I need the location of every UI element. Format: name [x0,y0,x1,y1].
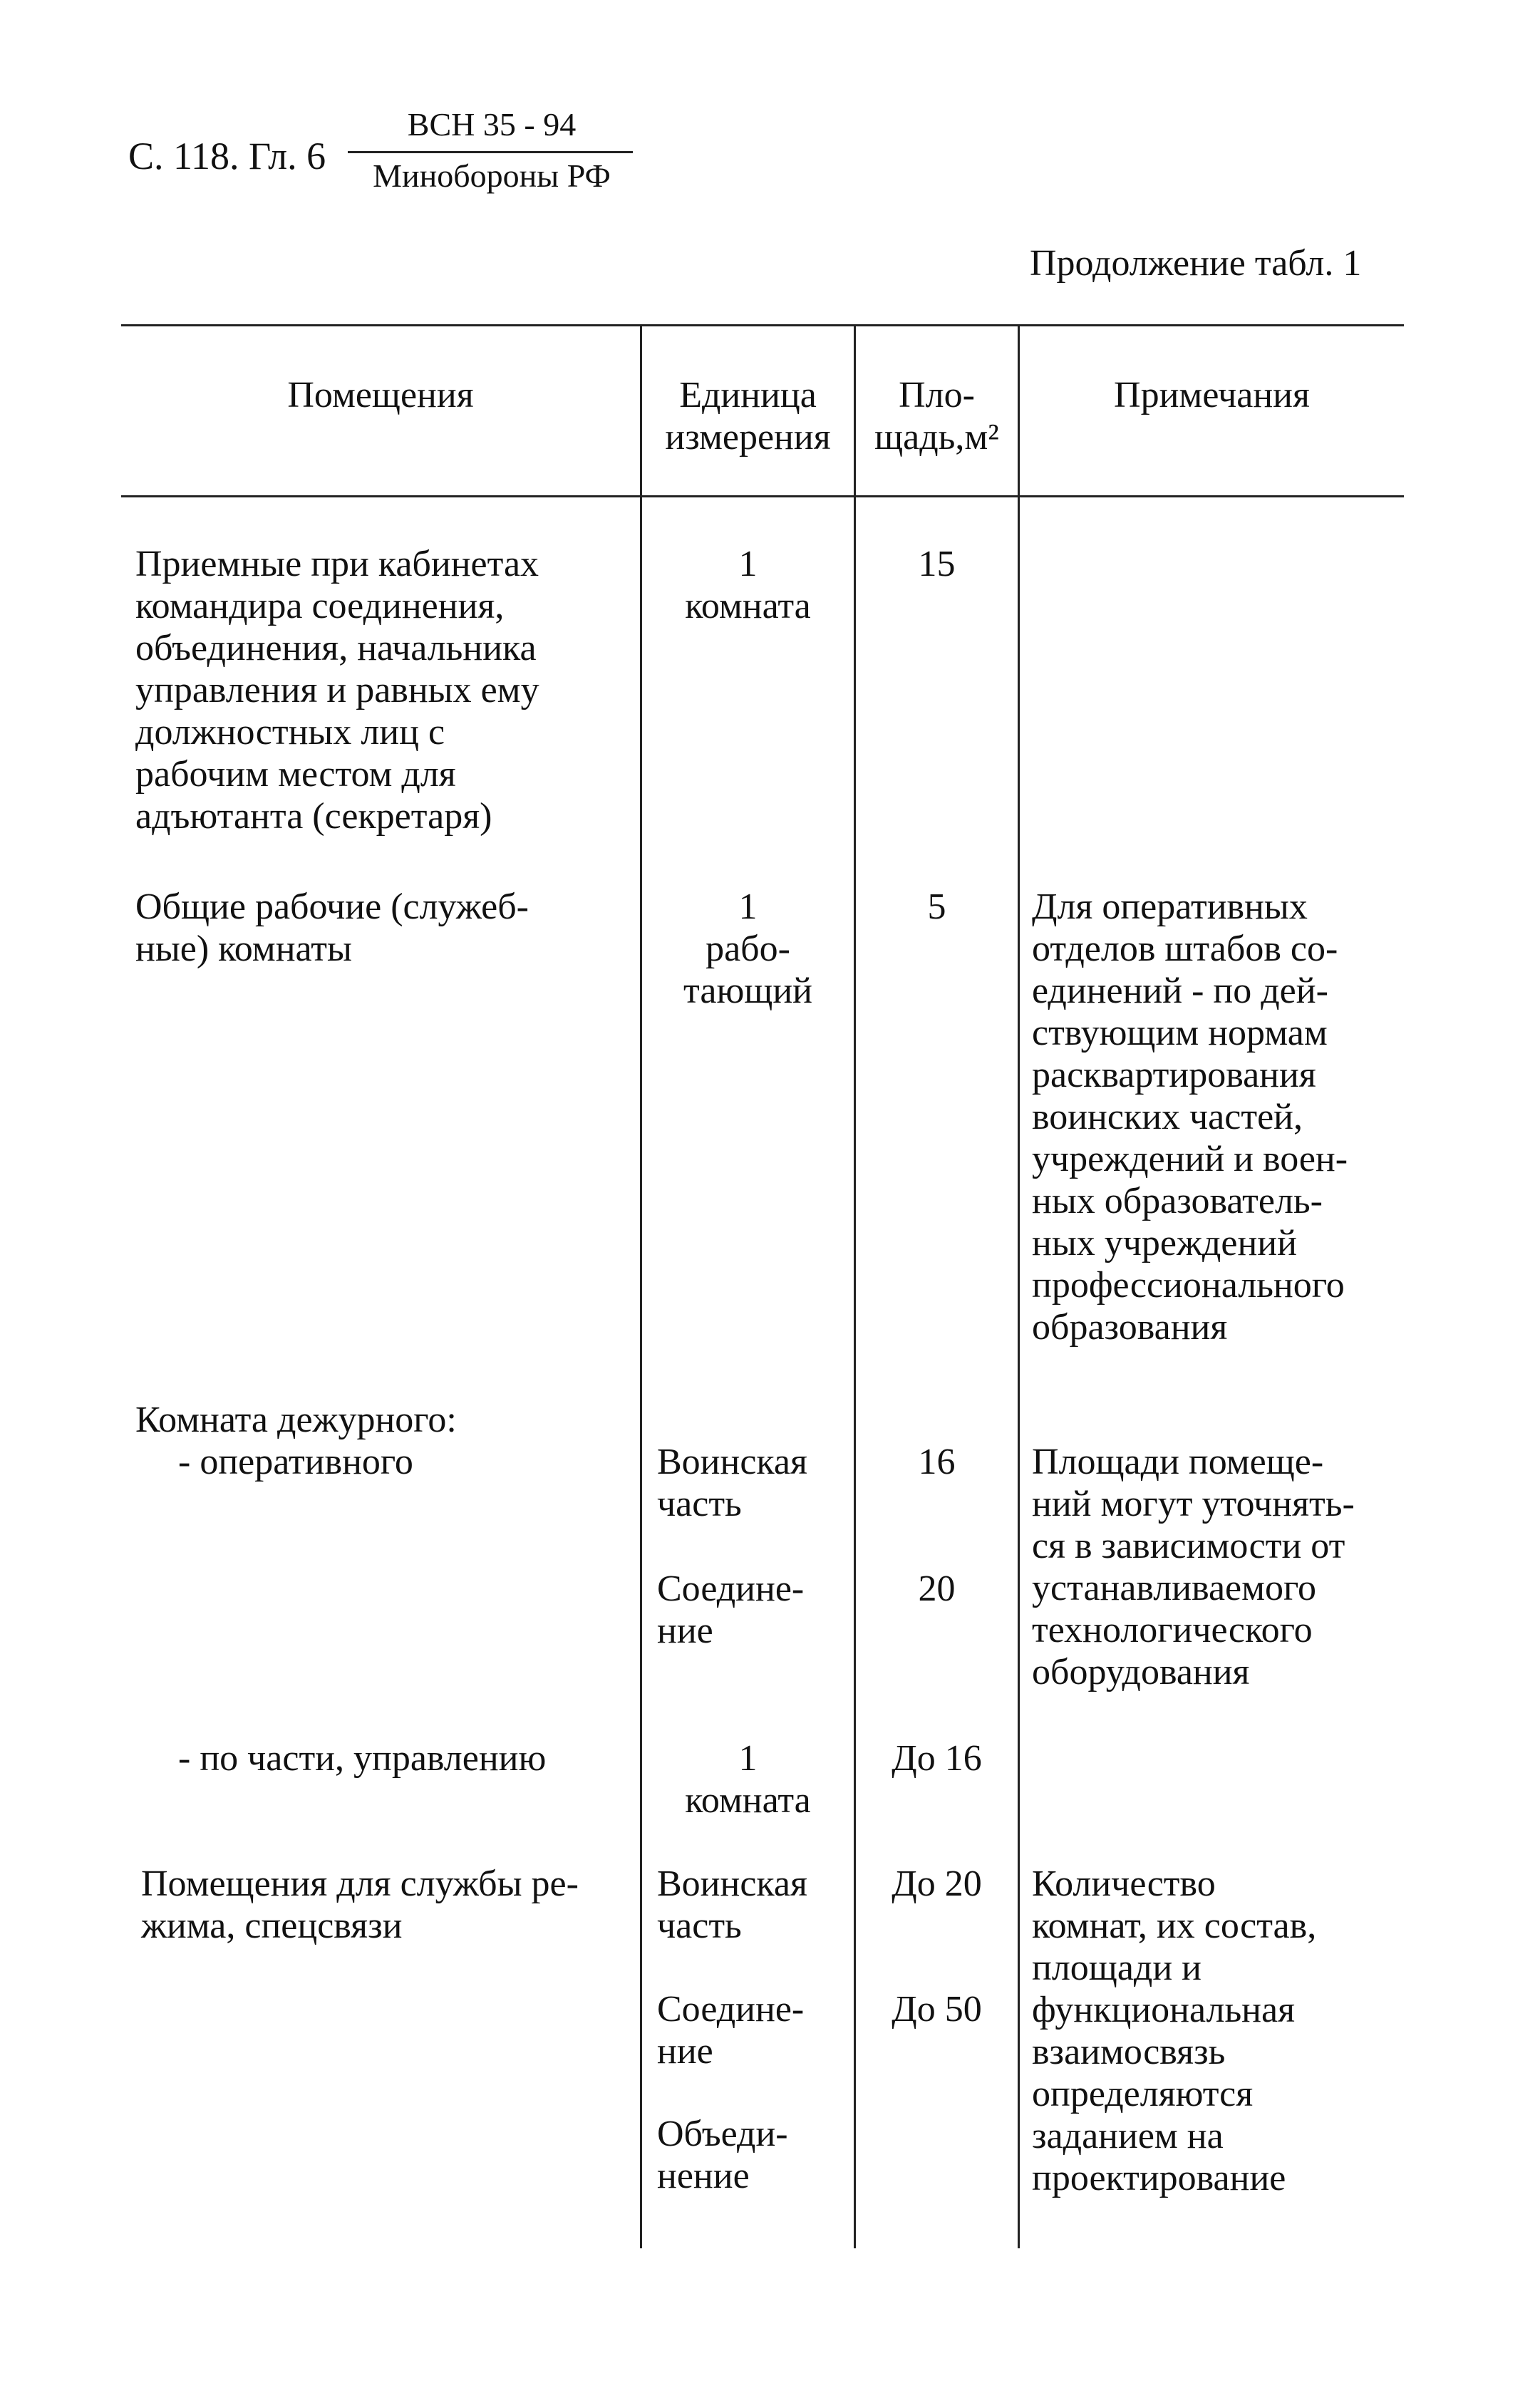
row-1-unit: 1 комната [685,544,811,626]
row-4-unit: 1 комната [685,1738,811,1821]
row-3-room-title: Комната дежурного: [135,1400,457,1440]
column-header-unit: Единица измерения [665,375,831,458]
doc-ministry: Минобороны РФ [373,157,611,194]
table-header-rule [121,495,1404,497]
row-1-area: 15 [918,544,956,584]
row-5-room: Помещения для службы ре- жима, спецсвязи [141,1864,579,1946]
row-3-unit-a: Воинская часть [657,1442,807,1524]
row-5-unit-b: Соедине- ние [657,1989,805,2072]
table-continuation-label: Продолжение табл. 1 [1030,243,1362,284]
table-top-rule [121,324,1404,326]
row-5-unit-a: Воинская часть [657,1864,807,1946]
row-4-room: - по части, управлению [178,1738,547,1779]
row-3-unit-b: Соедине- ние [657,1568,805,1651]
fraction-bar [348,151,633,153]
row-3-note: Площади помеще- ний могут уточнять- ся в зависимости от устанавливаемого технологического оборудования [1032,1442,1355,1692]
doc-code: ВСН 35 - 94 [407,106,577,143]
column-header-notes: Примечания [1114,375,1310,415]
column-header-rooms: Помещения [287,375,474,415]
row-5-area-b: До 50 [892,1989,982,2030]
column-header-area: Пло- щадь,м² [874,375,999,458]
row-5-note: Количество комнат, их состав, площади и функциональная взаимосвязь определяются заданием на проектирование [1032,1864,1317,2198]
row-5-unit-c: Объеди- нение [657,2114,788,2196]
column-divider-2 [854,324,856,2248]
row-4-area: До 16 [892,1738,982,1779]
row-2-note: Для оперативных отделов штабов со- единений - по дей- ствующим нормам расквартирования воинских частей, учреждений и воен- ных образователь- ных учреждений профессионального образования [1032,886,1348,1348]
row-3-area-b: 20 [918,1568,956,1609]
page-ref: С. 118. Гл. 6 [128,135,326,177]
row-1-room: Приемные при кабинетах командира соединения, объединения, начальника управления и равных ему должностных лиц с рабочим местом для адъютанта (секретаря) [135,544,539,837]
row-3-area-a: 16 [918,1442,956,1482]
row-2-area: 5 [927,886,946,927]
row-5-area-a: До 20 [892,1864,982,1904]
row-2-unit: 1 рабо- тающий [683,886,812,1011]
column-divider-3 [1018,324,1020,2248]
row-3-room-sub: - оперативного [178,1442,413,1482]
row-2-room: Общие рабочие (служеб- ные) комнаты [135,886,529,969]
